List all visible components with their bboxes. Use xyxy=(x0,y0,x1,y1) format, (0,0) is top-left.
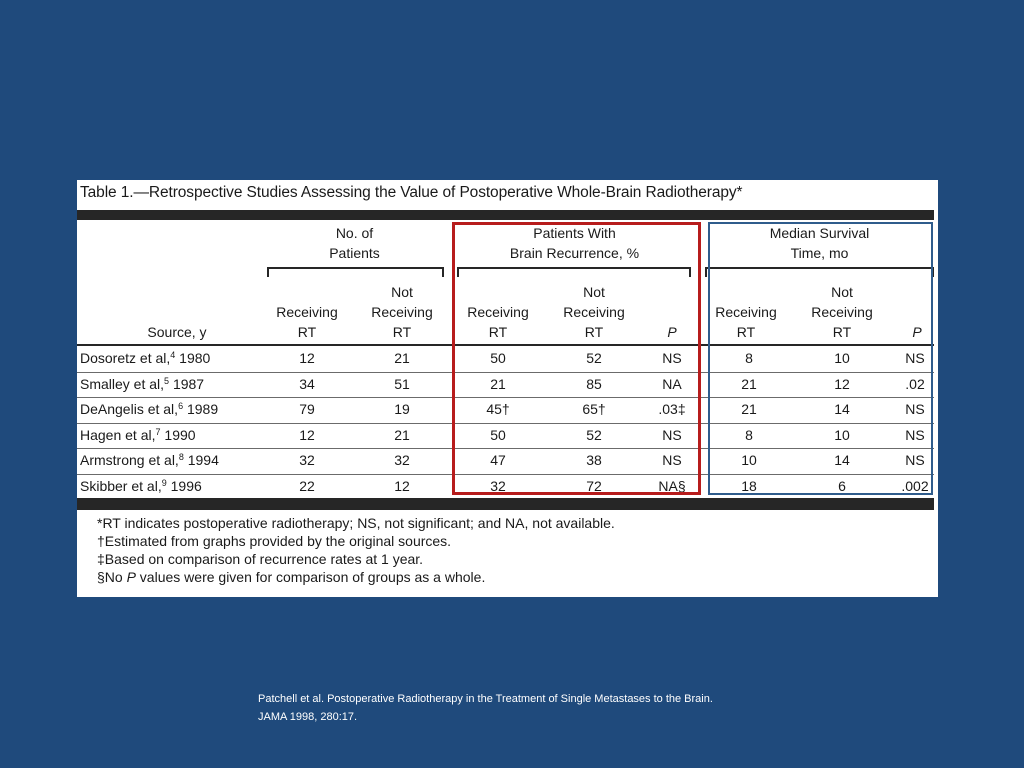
value-cell: NS xyxy=(905,401,925,417)
col-header-receiving-rt: Receiving RT xyxy=(276,304,338,340)
footnote-double-dagger: ‡Based on comparison of recurrence rates at 1 year. xyxy=(97,551,424,567)
value-cell: 14 xyxy=(834,452,850,468)
value-cell: 79 xyxy=(299,401,315,417)
value-cell: NS xyxy=(662,426,682,443)
top-rule xyxy=(77,210,934,220)
bracket-recurrence xyxy=(457,267,691,277)
value-cell: NS xyxy=(905,350,925,366)
value-cell: 51 xyxy=(394,375,410,392)
value-cell: 50 xyxy=(490,350,506,366)
value-cell: 52 xyxy=(586,350,602,366)
source-cell: Armstrong et al,$^8$ 1994 xyxy=(80,452,219,468)
bracket-patients xyxy=(267,267,444,277)
value-cell: 18 xyxy=(741,477,757,494)
col-header-not-receiving-rt: Not Receiving RT xyxy=(811,284,873,340)
source-cell: Smalley et al,$^5$ 1987 xyxy=(80,375,205,392)
group-header-survival: Median Survival Time, mo xyxy=(769,225,870,261)
col-header-not-receiving-rt: Not Receiving RT xyxy=(563,284,625,340)
value-cell: 32 xyxy=(394,452,410,468)
value-cell: .03‡ xyxy=(658,401,686,417)
value-cell: NS xyxy=(662,350,682,366)
value-cell: 65† xyxy=(582,401,606,417)
value-cell: 12 xyxy=(299,350,315,366)
value-cell: 21 xyxy=(394,350,410,366)
value-cell: 14 xyxy=(834,401,850,417)
value-cell: 6 xyxy=(838,477,846,494)
value-cell: 50 xyxy=(490,426,506,443)
value-cell: 21 xyxy=(394,426,410,443)
col-header-p: P xyxy=(667,324,677,340)
value-cell: 22 xyxy=(299,477,315,494)
source-cell: Dosoretz et al,$^4$ 1980 xyxy=(80,350,211,366)
value-cell: 19 xyxy=(394,401,410,417)
value-cell: NS xyxy=(905,426,925,443)
value-cell: 8 xyxy=(745,350,753,366)
bottom-rule xyxy=(77,498,934,510)
col-header-receiving-rt: Receiving RT xyxy=(467,304,529,340)
col-header-source: Source, y xyxy=(147,324,207,340)
value-cell: 12 xyxy=(834,375,850,392)
footnote-section: §No P values were given for comparison of groups as a whole. xyxy=(97,569,486,585)
source-cell: Hagen et al,$^7$ 1990 xyxy=(80,426,196,443)
value-cell: 47 xyxy=(490,452,506,468)
col-header-receiving-rt: Receiving RT xyxy=(715,304,777,340)
group-header-recurrence: Patients With Brain Recurrence, % xyxy=(509,225,640,261)
value-cell: 12 xyxy=(299,426,315,443)
group-header-patients: No. of Patients xyxy=(329,225,380,261)
value-cell: .02 xyxy=(905,375,925,392)
value-cell: 21 xyxy=(490,375,506,392)
value-cell: 10 xyxy=(834,350,850,366)
value-cell: 72 xyxy=(586,477,602,494)
source-cell: DeAngelis et al,$^6$ 1989 xyxy=(80,401,219,417)
value-cell: 8 xyxy=(745,426,753,443)
value-cell: NS xyxy=(905,452,925,468)
value-cell: 52 xyxy=(586,426,602,443)
value-cell: 38 xyxy=(586,452,602,468)
value-cell: .002 xyxy=(901,477,929,494)
citation-text: Patchell et al. Postoperative Radiotherapy in the Treatment of Single Metastases to the Brain. JAMA 1998, 280:17. xyxy=(258,693,713,723)
value-cell: 21 xyxy=(741,375,757,392)
value-cell: 12 xyxy=(394,477,410,494)
col-header-not-receiving-rt: Not Receiving RT xyxy=(371,284,433,340)
col-header-p: P xyxy=(912,324,922,340)
value-cell: 45† xyxy=(486,401,510,417)
table-title: Table 1.—Retrospective Studies Assessing the Value of Postoperative Whole-Brain Radiotherapy* xyxy=(80,184,743,201)
bracket-survival xyxy=(705,267,934,277)
table-image xyxy=(77,180,938,597)
value-cell: NA§ xyxy=(658,477,686,494)
value-cell: 10 xyxy=(834,426,850,443)
footnote-abbreviations: *RT indicates postoperative radiotherapy; NS, not significant; and NA, not available. xyxy=(97,515,615,531)
value-cell: 10 xyxy=(741,452,757,468)
value-cell: 34 xyxy=(299,375,315,392)
value-cell: 32 xyxy=(299,452,315,468)
value-cell: 32 xyxy=(490,477,506,494)
value-cell: 85 xyxy=(586,375,602,392)
source-cell: Skibber et al,$^9$ 1996 xyxy=(80,477,202,494)
value-cell: 21 xyxy=(741,401,757,417)
value-cell: NA xyxy=(662,375,682,392)
footnote-dagger: †Estimated from graphs provided by the original sources. xyxy=(97,533,452,549)
value-cell: NS xyxy=(662,452,682,468)
